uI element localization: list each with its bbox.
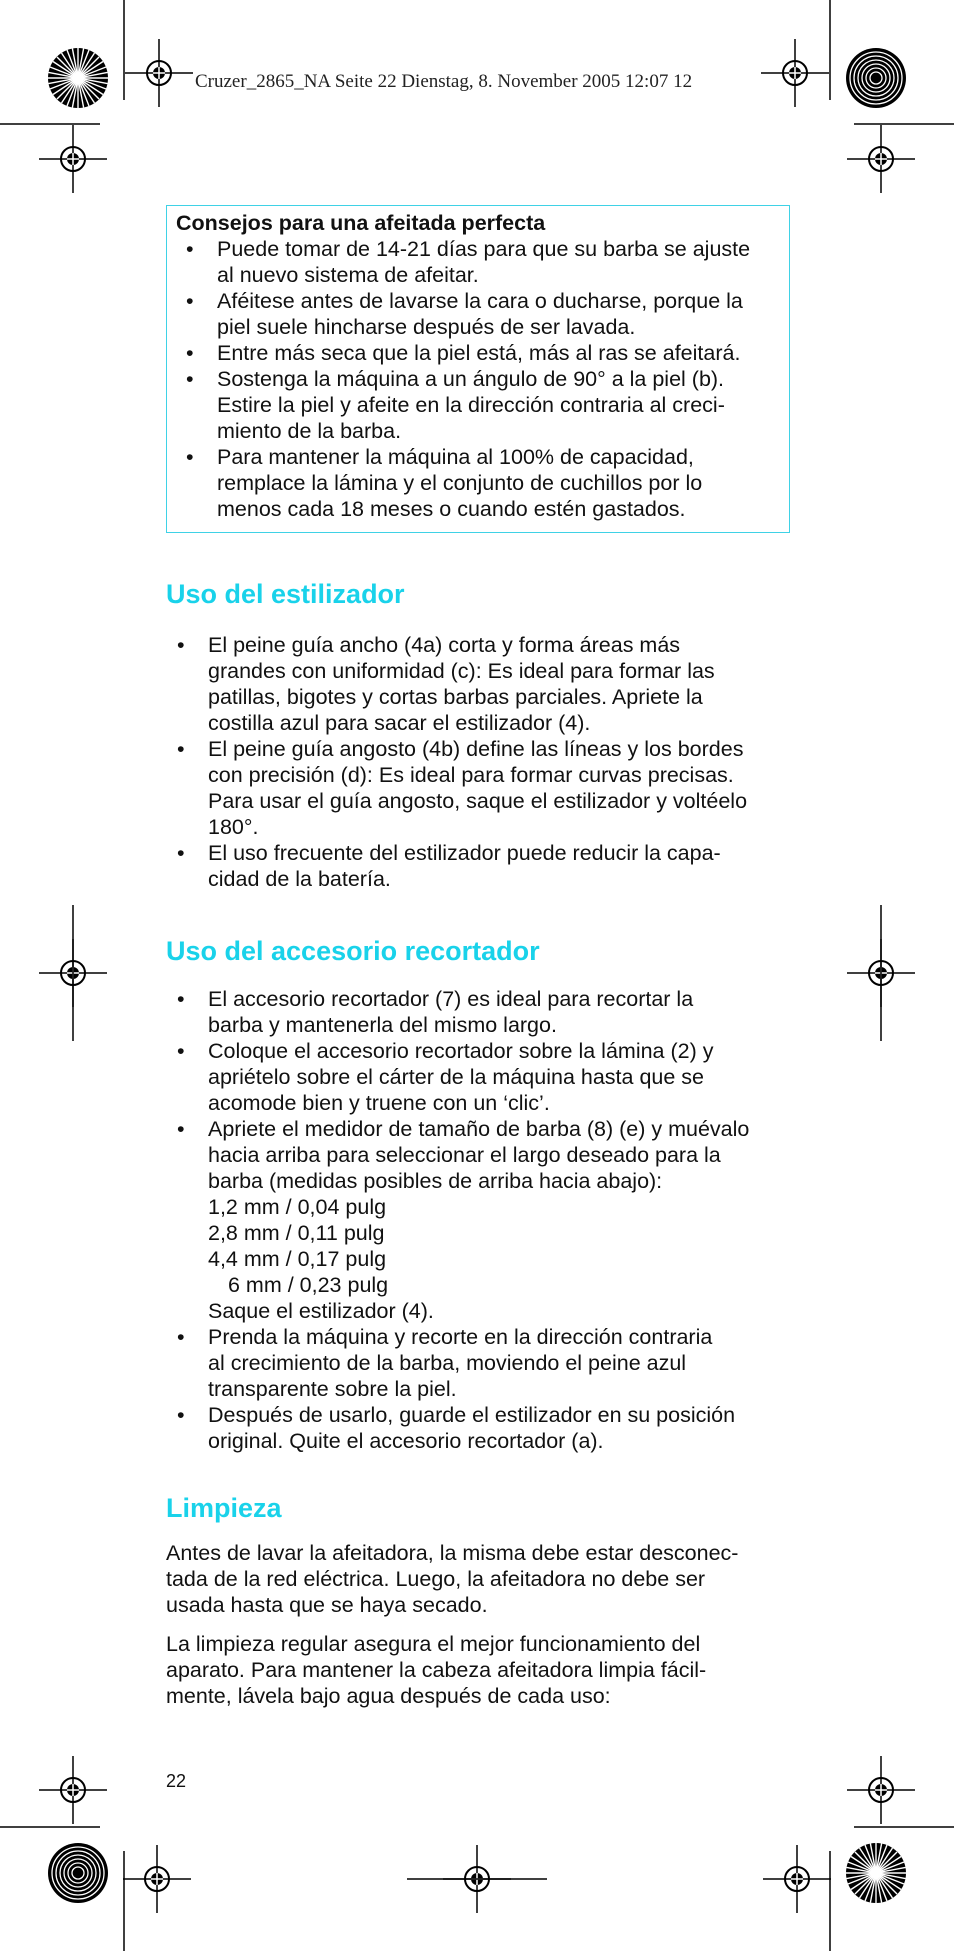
text-line: original. Quite el accesorio recortador (a). xyxy=(208,1429,604,1453)
text-line: La limpieza regular asegura el mejor funcionamiento del xyxy=(166,1632,701,1656)
text-line: Entre más seca que la piel está, más al ras se afeitará. xyxy=(217,341,741,365)
size-option: 4,4 mm / 0,17 pulg xyxy=(208,1247,387,1271)
print-info-header: Cruzer_2865_NA Seite 22 Dienstag, 8. November 2005 12:07 12 xyxy=(195,71,693,92)
bullet-icon: • xyxy=(177,987,185,1011)
text-line: El accesorio recortador (7) es ideal para recortar la xyxy=(208,987,694,1011)
text-line: hacia arriba para seleccionar el largo deseado para la xyxy=(208,1143,721,1167)
list-item xyxy=(166,1038,790,1116)
list-item xyxy=(166,986,790,1038)
text-line: apriételo sobre el cárter de la máquina hasta que se xyxy=(208,1065,705,1089)
tips-box xyxy=(166,205,790,533)
text-line: Apriete el medidor de tamaño de barba (8) (e) y muévalo xyxy=(208,1117,750,1141)
text-line: Antes de lavar la afeitadora, la misma debe estar desconec- xyxy=(166,1541,739,1565)
text-line: patillas, bigotes y cortas barbas parciales. Apriete la xyxy=(208,685,703,709)
text-line: costilla azul para sacar el estilizador (4). xyxy=(208,711,591,735)
text-line: aparato. Para mantener la cabeza afeitadora limpia fácil- xyxy=(166,1658,707,1682)
text-line: miento de la barba. xyxy=(217,419,402,443)
section-title-trimmer: Uso del accesorio recortador xyxy=(166,936,540,966)
bullet-icon: • xyxy=(177,1403,185,1427)
text-line: Saque el estilizador (4). xyxy=(208,1299,434,1323)
cleaning-paragraph-1 xyxy=(166,1540,790,1618)
text-line: Coloque el accesorio recortador sobre la lámina (2) y xyxy=(208,1039,714,1063)
stylizer-list xyxy=(166,632,790,892)
bullet-icon: • xyxy=(177,737,185,761)
page-content xyxy=(166,205,790,1709)
bullet-icon: • xyxy=(177,1117,185,1141)
trimmer-section xyxy=(166,986,790,1454)
list-item xyxy=(166,632,790,736)
list-item xyxy=(166,840,790,892)
tips-title: Consejos para una afeitada perfecta xyxy=(176,211,546,235)
page-number: 22 xyxy=(166,1771,187,1791)
text-line: Sostenga la máquina a un ángulo de 90° a la piel (b). xyxy=(217,367,725,391)
size-option: 1,2 mm / 0,04 pulg xyxy=(208,1195,387,1219)
bullet-icon: • xyxy=(177,1325,185,1349)
text-line: El peine guía ancho (4a) corta y forma áreas más xyxy=(208,633,681,657)
text-line: barba (medidas posibles de arriba hacia abajo): xyxy=(208,1169,663,1193)
bullet-icon: • xyxy=(177,1039,185,1063)
text-line: Estire la piel y afeite en la dirección contraria al creci- xyxy=(217,393,725,417)
text-line: Prenda la máquina y recorte en la dirección contraria xyxy=(208,1325,713,1349)
text-line: barba y mantenerla del mismo largo. xyxy=(208,1013,557,1037)
text-line: remplace la lámina y el conjunto de cuchillos por lo xyxy=(217,471,703,495)
text-line: mente, lávela bajo agua después de cada uso: xyxy=(166,1684,611,1708)
text-line: piel suele hincharse después de ser lavada. xyxy=(217,315,636,339)
text-line: tada de la red eléctrica. Luego, la afeitadora no debe ser xyxy=(166,1567,706,1591)
text-line: Después de usarlo, guarde el estilizador en su posición xyxy=(208,1403,736,1427)
text-line: 180°. xyxy=(208,815,259,839)
list-item xyxy=(176,288,775,340)
text-line: El peine guía angosto (4b) define las líneas y los bordes xyxy=(208,737,744,761)
list-item xyxy=(176,340,775,366)
text-line: Para mantener la máquina al 100% de capacidad, xyxy=(217,445,694,469)
text-line: cidad de la batería. xyxy=(208,867,391,891)
size-option: 6 mm / 0,23 pulg xyxy=(228,1273,389,1297)
text-line: al nuevo sistema de afeitar. xyxy=(217,263,479,287)
text-line: Para usar el guía angosto, saque el estilizador y voltéelo xyxy=(208,789,748,813)
bullet-icon: • xyxy=(186,445,194,469)
text-line: con precisión (d): Es ideal para formar curvas precisas. xyxy=(208,763,734,787)
cleaning-section xyxy=(166,1540,790,1709)
text-line: usada hasta que se haya secado. xyxy=(166,1593,488,1617)
list-item xyxy=(176,236,775,288)
text-line: Puede tomar de 14-21 días para que su barba se ajuste xyxy=(217,237,751,261)
stylizer-section xyxy=(166,632,790,892)
section-title-cleaning: Limpieza xyxy=(166,1493,282,1523)
list-item xyxy=(176,444,775,522)
text-line: al crecimiento de la barba, moviendo el peine azul xyxy=(208,1351,687,1375)
bullet-icon: • xyxy=(177,633,185,657)
bullet-icon: • xyxy=(186,237,194,261)
cleaning-paragraph-2 xyxy=(166,1631,790,1709)
list-item xyxy=(166,1116,790,1324)
list-item xyxy=(166,736,790,840)
text-line: menos cada 18 meses o cuando estén gastados. xyxy=(217,497,686,521)
bullet-icon: • xyxy=(186,367,194,391)
text-line: acomode bien y truene con un ‘clic’. xyxy=(208,1091,550,1115)
list-item xyxy=(166,1402,790,1454)
size-option: 2,8 mm / 0,11 pulg xyxy=(208,1221,385,1245)
text-line: Aféitese antes de lavarse la cara o ducharse, porque la xyxy=(217,289,743,313)
list-item xyxy=(166,1324,790,1402)
list-item xyxy=(176,366,775,444)
text-line: transparente sobre la piel. xyxy=(208,1377,457,1401)
section-title-stylizer: Uso del estilizador xyxy=(166,579,405,609)
tips-list xyxy=(176,236,775,522)
trimmer-list xyxy=(166,986,790,1454)
text-line: El uso frecuente del estilizador puede reducir la capa- xyxy=(208,841,721,865)
bullet-icon: • xyxy=(186,341,194,365)
bullet-icon: • xyxy=(186,289,194,313)
text-line: grandes con uniformidad (c): Es ideal para formar las xyxy=(208,659,715,683)
bullet-icon: • xyxy=(177,841,185,865)
